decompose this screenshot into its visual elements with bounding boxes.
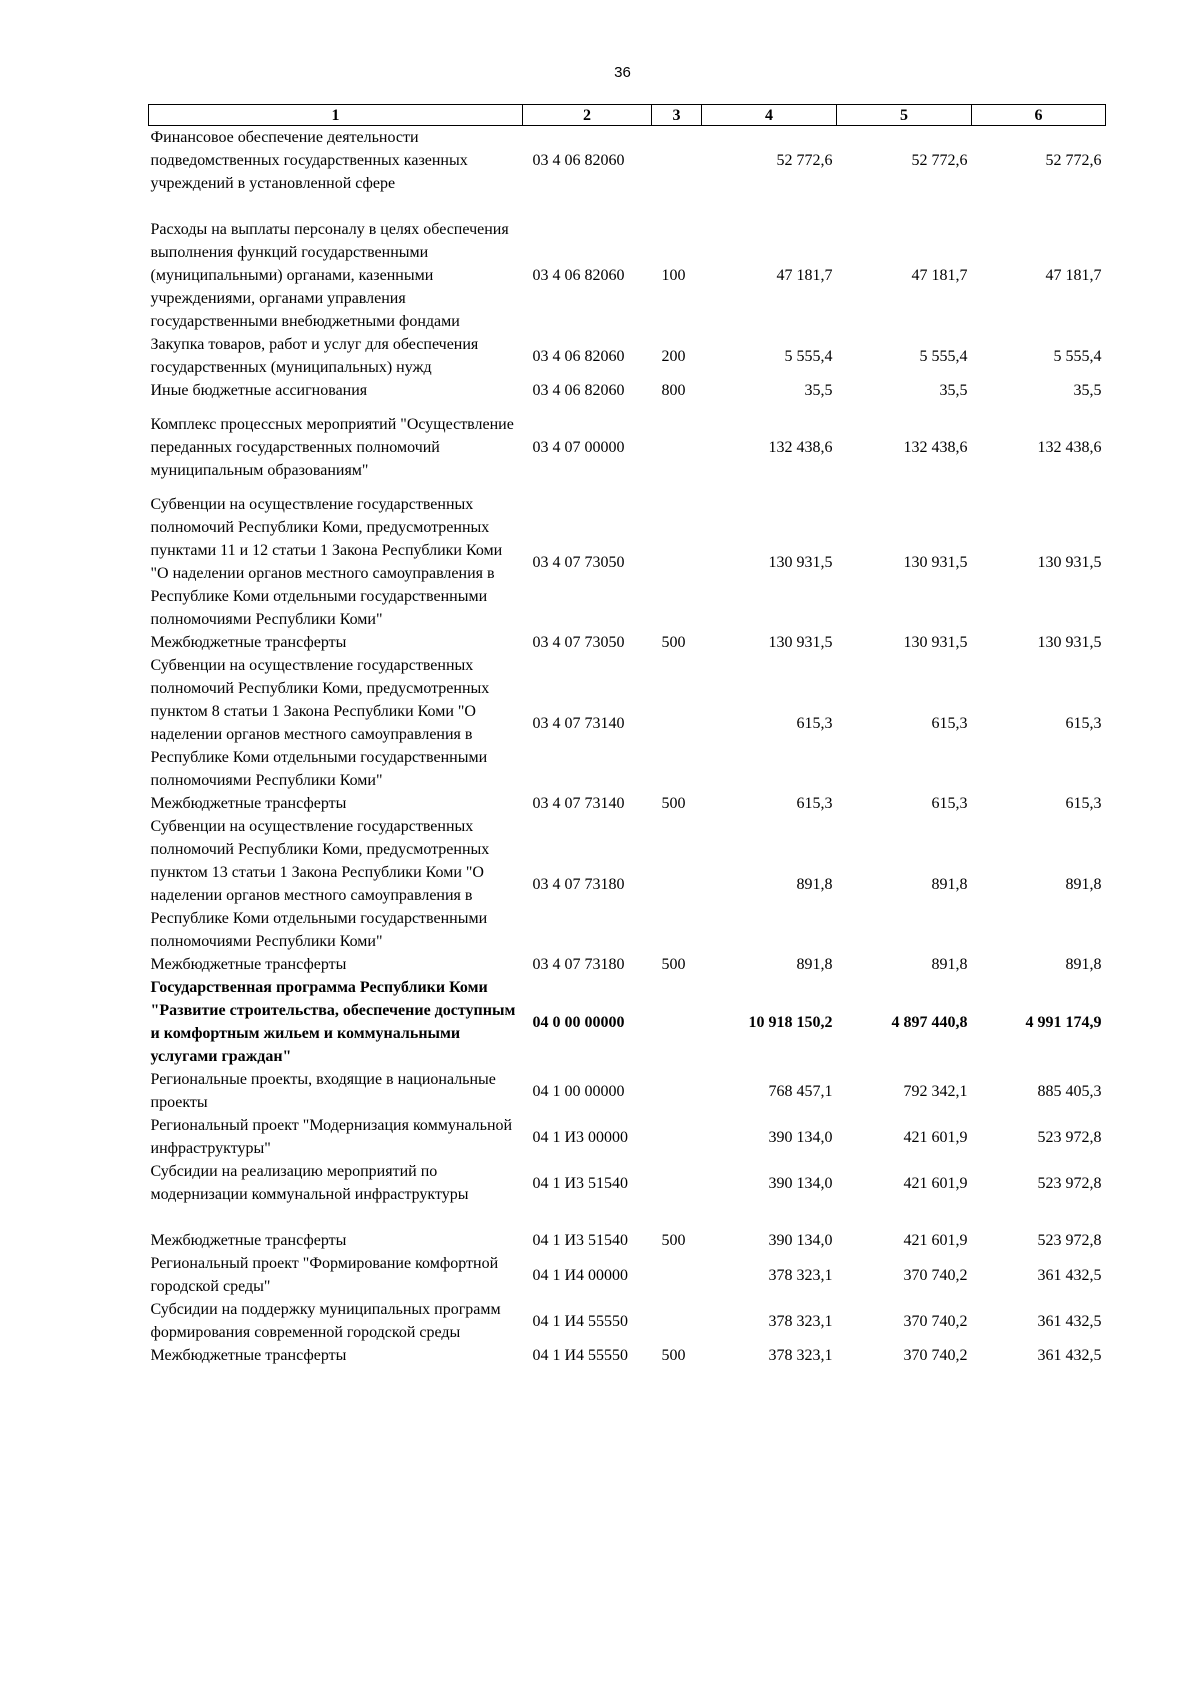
row-amount-year3-cell: 523 972,8 (1037, 1232, 1102, 1249)
row-name-cell: Субвенции на осуществление государственных полномочий Республики Коми, предусмотренных пунктами 11 и 12 статьи 1 Закона Республики Коми "О наделении органов местного самоуправления в Республике Коми отдельными государственными полномочиями Республики Коми" (150, 496, 503, 628)
row-name-cell: Межбюджетные трансферты (150, 1347, 347, 1364)
table-row (149, 1068, 1106, 1114)
page-number: 36 (614, 64, 631, 81)
row-amount-year1-cell: 390 134,0 (768, 1232, 833, 1249)
row-amount-year2-cell: 615,3 (931, 714, 968, 732)
row-amount-year1-cell: 132 438,6 (768, 439, 833, 456)
row-amount-year2-cell: 370 740,2 (903, 1312, 968, 1330)
row-code-cell: 03 4 07 73050 (532, 634, 625, 651)
row-name-cell: Региональный проект "Модернизация коммунальной инфраструктуры" (150, 1117, 513, 1157)
row-amount-year1-cell: 378 323,1 (768, 1312, 833, 1330)
row-amount-year1-cell: 891,8 (796, 956, 833, 973)
row-amount-year3-cell: 132 438,6 (1037, 439, 1102, 456)
table-row (149, 1252, 1106, 1298)
row-expense-type-cell: 500 (661, 1347, 686, 1364)
row-expense-type-cell (652, 1160, 702, 1229)
row-amount-year2-cell: 35,5 (939, 382, 968, 399)
row-amount-year3-cell: 361 432,5 (1037, 1347, 1102, 1364)
row-name-cell: Межбюджетные трансферты (150, 795, 347, 812)
row-code-cell: 03 4 06 82060 (532, 267, 625, 284)
row-code-cell: 03 4 07 00000 (532, 439, 625, 456)
row-amount-year2-cell: 421 601,9 (903, 1232, 968, 1249)
row-amount-year1-cell: 47 181,7 (776, 267, 833, 284)
row-name-cell: Расходы на выплаты персоналу в целях обеспечения выполнения функций государственными (муниципальными) органами, казенными учреждениями, органами управления государственными внебюджетными фондами (150, 221, 509, 330)
row-name-cell: Субсидии на реализацию мероприятий по модернизации коммунальной инфраструктуры (150, 1163, 469, 1203)
row-expense-type-cell: 500 (661, 956, 686, 973)
row-amount-year3-cell: 130 931,5 (1037, 553, 1102, 571)
table-row (149, 976, 1106, 1068)
table-row (149, 1114, 1106, 1160)
row-amount-year3-cell: 130 931,5 (1037, 634, 1102, 651)
row-code-cell: 04 1 И4 55550 (532, 1347, 629, 1364)
row-amount-year1-cell: 378 323,1 (768, 1347, 833, 1364)
row-expense-type-cell (652, 1068, 702, 1114)
row-amount-year3-cell: 523 972,8 (1037, 1128, 1102, 1146)
row-amount-year3-cell: 47 181,7 (1045, 267, 1102, 284)
row-expense-type-cell (652, 1298, 702, 1344)
row-amount-year1-cell: 768 457,1 (768, 1082, 833, 1100)
row-expense-type-cell: 500 (661, 795, 686, 812)
row-amount-year3-cell: 52 772,6 (1045, 152, 1102, 169)
table-body (149, 126, 1106, 1368)
table-row (149, 493, 1106, 631)
row-amount-year3-cell: 5 555,4 (1053, 347, 1102, 365)
row-expense-type-cell: 800 (661, 382, 686, 399)
row-amount-year2-cell: 4 897 440,8 (891, 1013, 968, 1031)
row-code-cell: 03 4 06 82060 (532, 347, 625, 365)
row-expense-type-cell (652, 654, 702, 792)
row-amount-year2-cell: 130 931,5 (903, 553, 968, 571)
row-name-cell: Субвенции на осуществление государственных полномочий Республики Коми, предусмотренных пунктом 8 статьи 1 Закона Республики Коми "О наделении органов местного самоуправления в Республике Коми отдельными государственными полномочиями Республики Коми" (150, 657, 490, 789)
row-amount-year2-cell: 615,3 (931, 795, 968, 812)
row-name-cell: Межбюджетные трансферты (150, 634, 347, 651)
row-amount-year1-cell: 52 772,6 (776, 152, 833, 169)
row-amount-year3-cell: 4 991 174,9 (1025, 1013, 1102, 1031)
table-row (149, 654, 1106, 792)
row-code-cell: 04 1 И3 00000 (532, 1128, 629, 1146)
row-amount-year2-cell: 421 601,9 (903, 1128, 968, 1146)
row-amount-year1-cell: 615,3 (796, 795, 833, 812)
row-amount-year1-cell: 35,5 (804, 382, 833, 399)
row-expense-type-cell (652, 126, 702, 219)
row-code-cell: 03 4 06 82060 (532, 382, 625, 399)
table-row (149, 218, 1106, 333)
row-code-cell: 04 1 И3 51540 (532, 1232, 629, 1249)
row-amount-year2-cell: 891,8 (931, 956, 968, 973)
column-header: 4 (702, 105, 837, 126)
row-amount-year1-cell: 390 134,0 (768, 1128, 833, 1146)
row-amount-year1-cell: 378 323,1 (768, 1266, 833, 1284)
row-code-cell: 04 1 И4 00000 (532, 1266, 629, 1284)
table-row (149, 379, 1106, 413)
row-amount-year2-cell: 47 181,7 (911, 267, 968, 284)
row-amount-year3-cell: 885 405,3 (1037, 1082, 1102, 1100)
row-name-cell: Иные бюджетные ассигнования (150, 382, 368, 399)
row-name-cell: Субвенции на осуществление государственных полномочий Республики Коми, предусмотренных пунктом 13 статьи 1 Закона Республики Коми "О наделении органов местного самоуправления в Республике Коми отдельными государственными полномочиями Республики Коми" (150, 818, 490, 950)
row-amount-year2-cell: 792 342,1 (903, 1082, 968, 1100)
table-row (149, 1160, 1106, 1229)
row-amount-year2-cell: 52 772,6 (911, 152, 968, 169)
table-row (149, 1229, 1106, 1252)
row-name-cell: Региональный проект "Формирование комфортной городской среды" (150, 1255, 499, 1295)
budget-table (148, 104, 1106, 1367)
row-amount-year2-cell: 421 601,9 (903, 1174, 968, 1192)
row-amount-year2-cell: 132 438,6 (903, 439, 968, 456)
column-header: 5 (837, 105, 972, 126)
row-name-cell: Комплекс процессных мероприятий "Осуществление переданных государственных полномочий муниципальным образованиям" (150, 416, 514, 479)
table-row (149, 953, 1106, 976)
row-amount-year3-cell: 891,8 (1065, 956, 1102, 973)
row-amount-year3-cell: 361 432,5 (1037, 1312, 1102, 1330)
column-header: 2 (523, 105, 652, 126)
row-amount-year3-cell: 615,3 (1065, 795, 1102, 812)
row-amount-year2-cell: 5 555,4 (919, 347, 968, 365)
row-name-cell: Субсидии на поддержку муниципальных программ формирования современной городской среды (150, 1301, 501, 1341)
row-amount-year1-cell: 390 134,0 (768, 1174, 833, 1192)
table-row (149, 792, 1106, 815)
column-header: 3 (652, 105, 702, 126)
row-amount-year2-cell: 370 740,2 (903, 1266, 968, 1284)
row-code-cell: 03 4 07 73140 (532, 795, 625, 812)
row-amount-year1-cell: 130 931,5 (768, 553, 833, 571)
row-code-cell: 03 4 07 73140 (532, 714, 625, 732)
table-row (149, 631, 1106, 654)
row-amount-year3-cell: 523 972,8 (1037, 1174, 1102, 1192)
row-code-cell: 04 1 00 00000 (532, 1082, 625, 1100)
row-amount-year1-cell: 10 918 150,2 (748, 1013, 833, 1031)
row-name-cell: Закупка товаров, работ и услуг для обеспечения государственных (муниципальных) нужд (150, 336, 479, 376)
table-row (149, 1344, 1106, 1367)
row-expense-type-cell (652, 976, 702, 1068)
row-code-cell: 03 4 07 73180 (532, 956, 625, 973)
row-name-cell: Финансовое обеспечение деятельности подведомственных государственных казенных учреждений в установленной сфере (150, 129, 468, 192)
row-expense-type-cell (652, 413, 702, 493)
row-amount-year1-cell: 891,8 (796, 875, 833, 893)
row-amount-year3-cell: 361 432,5 (1037, 1266, 1102, 1284)
row-name-cell: Межбюджетные трансферты (150, 1232, 347, 1249)
row-amount-year1-cell: 5 555,4 (784, 347, 833, 365)
row-expense-type-cell: 500 (661, 634, 686, 651)
row-name-cell: Государственная программа Республики Коми "Развитие строительства, обеспечение доступным и комфортным жильем и коммунальными услугами граждан" (150, 979, 516, 1065)
row-expense-type-cell: 200 (661, 347, 686, 365)
column-number-header (149, 105, 1106, 126)
row-amount-year2-cell: 370 740,2 (903, 1347, 968, 1364)
row-name-cell: Региональные проекты, входящие в национальные проекты (150, 1071, 496, 1111)
row-name-cell: Межбюджетные трансферты (150, 956, 347, 973)
row-code-cell: 04 0 00 00000 (532, 1013, 625, 1031)
row-amount-year3-cell: 35,5 (1073, 382, 1102, 399)
table-row (149, 126, 1106, 219)
row-code-cell: 04 1 И4 55550 (532, 1312, 629, 1330)
row-expense-type-cell: 100 (661, 267, 686, 284)
row-expense-type-cell: 500 (661, 1232, 686, 1249)
row-expense-type-cell (652, 1114, 702, 1160)
table-row (149, 413, 1106, 493)
row-amount-year1-cell: 130 931,5 (768, 634, 833, 651)
row-code-cell: 04 1 И3 51540 (532, 1174, 629, 1192)
column-header: 6 (972, 105, 1106, 126)
row-expense-type-cell (652, 815, 702, 953)
table-row (149, 815, 1106, 953)
column-header: 1 (149, 105, 523, 126)
table-row (149, 333, 1106, 379)
row-amount-year2-cell: 130 931,5 (903, 634, 968, 651)
row-amount-year3-cell: 615,3 (1065, 714, 1102, 732)
table-row (149, 1298, 1106, 1344)
row-expense-type-cell (652, 493, 702, 631)
row-amount-year3-cell: 891,8 (1065, 875, 1102, 893)
row-code-cell: 03 4 07 73050 (532, 553, 625, 571)
row-code-cell: 03 4 07 73180 (532, 875, 625, 893)
row-amount-year1-cell: 615,3 (796, 714, 833, 732)
row-code-cell: 03 4 06 82060 (532, 152, 625, 169)
row-expense-type-cell (652, 1252, 702, 1298)
row-amount-year2-cell: 891,8 (931, 875, 968, 893)
